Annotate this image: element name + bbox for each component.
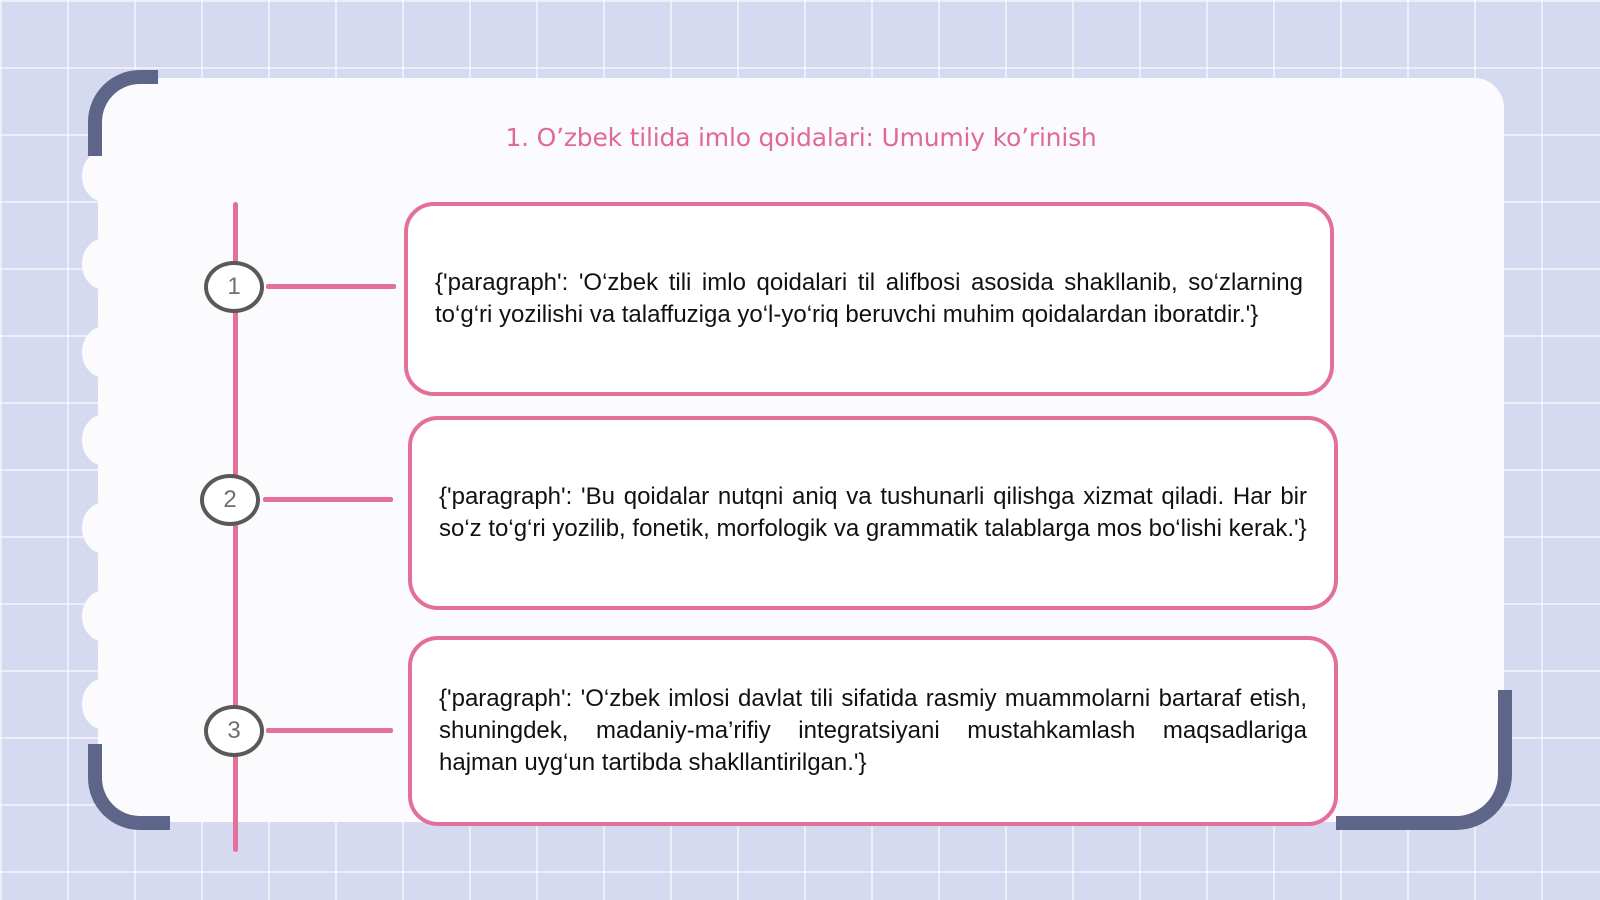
timeline-connector: [266, 284, 396, 289]
step-number: 1: [227, 273, 241, 300]
scallop-decoration: [82, 414, 128, 466]
text-box-3: [408, 636, 1338, 826]
step-marker-3: [204, 705, 264, 757]
scallop-decoration: [82, 326, 128, 378]
corner-bracket-bottom-left: [88, 744, 170, 830]
step-number: 3: [227, 717, 241, 744]
scallop-decoration: [82, 502, 128, 554]
step-number: 2: [223, 486, 237, 513]
scallop-decoration: [82, 238, 128, 290]
timeline-connector: [266, 728, 393, 733]
paragraph-text: {'paragraph': 'Bu qoidalar nutqni aniq va tushunarli qilishga xizmat qiladi. Har bir so‘z to‘g‘ri yozilib, fonetik, morfologik va grammatik talablarga mos bo‘lishi kerak.'}: [439, 483, 1307, 542]
step-marker-2: [200, 474, 260, 526]
paragraph-text: {'paragraph': 'O‘zbek imlosi davlat tili sifatida rasmiy muammolarni bartaraf etish, shuningdek, madaniy-ma’rifiy integratsiyani mustahkamlash maqsadlariga hajman uyg‘un tartibda shakllantirilgan.'}: [439, 685, 1307, 776]
slide-title: 1. Oʼzbek tilida imlo qoidalari: Umumiy koʼrinish: [505, 123, 1097, 152]
paragraph-text: {'paragraph': 'O‘zbek tili imlo qoidalari til alifbosi asosida shakllanib, so‘zlarning to‘g‘ri yozilishi va talaffuziga yo‘l-yo‘riq beruvchi muhim qoidalardan iboratdir.'}: [435, 269, 1303, 328]
scallop-decoration: [82, 590, 128, 642]
text-box-2: [408, 416, 1338, 610]
scallop-decoration: [82, 678, 128, 730]
step-marker-1: [204, 261, 264, 313]
scallop-decoration: [82, 150, 128, 202]
text-box-1: [404, 202, 1334, 396]
timeline-connector: [263, 497, 393, 502]
corner-bracket-bottom-right: [1336, 690, 1512, 830]
